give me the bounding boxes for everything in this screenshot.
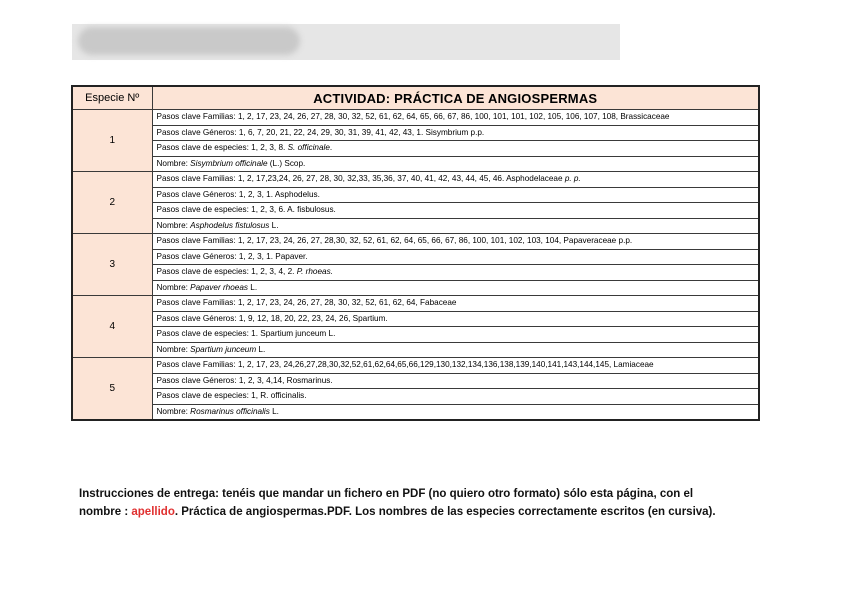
species-key-step: Pasos clave Familias: 1, 2, 17,23,24, 26, 27, 28, 30, 32,33, 35,36, 37, 40, 41, 42, 43, 44, 45, 46. Asphodelaceae p. p. xyxy=(152,172,759,188)
species-key-step: Nombre: Rosmarinus officinalis L. xyxy=(152,404,759,420)
species-key-step: Nombre: Sisymbrium officinale (L.) Scop. xyxy=(152,156,759,172)
activity-title: ACTIVIDAD: PRÁCTICA DE ANGIOSPERMAS xyxy=(152,86,759,110)
table-row xyxy=(72,110,759,126)
table-row xyxy=(72,234,759,250)
species-key-step: Nombre: Asphodelus fistulosus L. xyxy=(152,218,759,234)
table-row xyxy=(72,265,759,281)
species-key-step: Nombre: Spartium junceum L. xyxy=(152,342,759,358)
species-number: 2 xyxy=(72,172,152,234)
species-key-step: Pasos clave Géneros: 1, 9, 12, 18, 20, 22, 23, 24, 26, Spartium. xyxy=(152,311,759,327)
redacted-name xyxy=(78,27,300,55)
surname-highlight: apellido xyxy=(131,506,175,518)
species-number: 4 xyxy=(72,296,152,358)
table-row xyxy=(72,311,759,327)
species-key-step: Pasos clave Géneros: 1, 2, 3, 1. Asphodelus. xyxy=(152,187,759,203)
table-row xyxy=(72,156,759,172)
species-key-step: Nombre: Papaver rhoeas L. xyxy=(152,280,759,296)
species-number: 3 xyxy=(72,234,152,296)
table-row xyxy=(72,280,759,296)
species-key-step: Pasos clave de especies: 1, 2, 3, 6. A. fisbulosus. xyxy=(152,203,759,219)
table-row xyxy=(72,125,759,141)
species-key-step: Pasos clave Familias: 1, 2, 17, 23, 24, 26, 27, 28, 30, 32, 52, 61, 62, 64, Fabaceae xyxy=(152,296,759,312)
table-row xyxy=(72,249,759,265)
species-number-header: Especie Nº xyxy=(72,86,152,110)
species-key-step: Pasos clave Géneros: 1, 2, 3, 1. Papaver. xyxy=(152,249,759,265)
table-row xyxy=(72,141,759,157)
species-key-step: Pasos clave de especies: 1, 2, 3, 8. S. officinale. xyxy=(152,141,759,157)
delivery-instructions xyxy=(79,485,779,521)
species-key-step: Pasos clave Familias: 1, 2, 17, 23, 24, 26, 27, 28,30, 32, 52, 61, 62, 64, 65, 66, 67, 86, 100, 101, 102, 103, 104, Papaveraceae p.p. xyxy=(152,234,759,250)
table-row xyxy=(72,373,759,389)
table-row xyxy=(72,187,759,203)
table-row xyxy=(72,172,759,188)
species-key-step: Pasos clave Familias: 1, 2, 17, 23, 24,26,27,28,30,32,52,61,62,64,65,66,129,130,132,134,136,138,139,140,141,143,144,145, Lamiaceae xyxy=(152,358,759,374)
table-row xyxy=(72,218,759,234)
table-row xyxy=(72,327,759,343)
table-row xyxy=(72,296,759,312)
table-row xyxy=(72,203,759,219)
species-key-step: Pasos clave Familias: 1, 2, 17, 23, 24, 26, 27, 28, 30, 32, 52, 61, 62, 64, 65, 66, 67, 86, 100, 101, 101, 102, 105, 106, 107, 108, Brassicaceae xyxy=(152,110,759,126)
instructions-line-2: nombre : apellido. Práctica de angiospermas.PDF. Los nombres de las especies correctamente escritos (en cursiva). xyxy=(79,506,716,518)
species-key-step: Pasos clave Géneros: 1, 2, 3, 4,14, Rosmarinus. xyxy=(152,373,759,389)
angiosperm-activity-table xyxy=(71,85,760,421)
table-header xyxy=(72,86,759,110)
species-key-step: Pasos clave de especies: 1. Spartium junceum L. xyxy=(152,327,759,343)
table-row xyxy=(72,342,759,358)
table-row xyxy=(72,358,759,374)
species-key-step: Pasos clave de especies: 1, 2, 3, 4, 2. P. rhoeas. xyxy=(152,265,759,281)
species-key-step: Pasos clave Géneros: 1, 6, 7, 20, 21, 22, 24, 29, 30, 31, 39, 41, 42, 43, 1. Sisymbrium p.p. xyxy=(152,125,759,141)
table-row xyxy=(72,404,759,420)
table-row xyxy=(72,389,759,405)
species-key-step: Pasos clave de especies: 1, R. officinalis. xyxy=(152,389,759,405)
species-number: 1 xyxy=(72,110,152,172)
species-number: 5 xyxy=(72,358,152,421)
instructions-line-1: Instrucciones de entrega: tenéis que mandar un fichero en PDF (no quiero otro formato) sólo esta página, con el xyxy=(79,488,694,500)
